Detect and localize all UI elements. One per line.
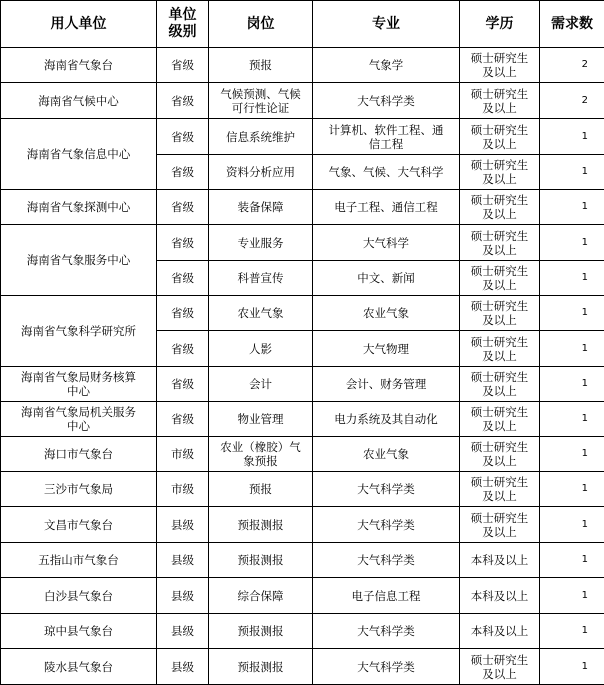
cell-education: 硕士研究生 及以上 [460, 83, 540, 119]
cell-count: 1 [540, 472, 604, 507]
table-row [1, 119, 604, 155]
cell-count: 1 [540, 155, 604, 190]
header-major: 专业 [313, 1, 460, 48]
cell-level: 省级 [157, 331, 209, 367]
cell-count: 1 [540, 225, 604, 261]
cell-unit: 五指山市气象台 [1, 543, 157, 578]
cell-position: 人影 [209, 331, 313, 367]
cell-major: 大气科学类 [313, 543, 460, 578]
cell-count: 1 [540, 119, 604, 155]
table-row [1, 402, 604, 437]
cell-major: 会计、财务管理 [313, 367, 460, 402]
cell-level: 省级 [157, 119, 209, 155]
cell-major: 计算机、软件工程、通 信工程 [313, 119, 460, 155]
cell-education: 硕士研究生 及以上 [460, 225, 540, 261]
cell-major: 农业气象 [313, 437, 460, 472]
cell-count: 1 [540, 543, 604, 578]
cell-count: 1 [540, 578, 604, 614]
cell-count: 1 [540, 614, 604, 649]
cell-education: 本科及以上 [460, 614, 540, 649]
cell-unit: 文昌市气象台 [1, 507, 157, 543]
cell-position: 专业服务 [209, 225, 313, 261]
cell-major: 大气科学类 [313, 614, 460, 649]
cell-major: 农业气象 [313, 296, 460, 331]
header-level [157, 1, 209, 48]
table-row [1, 578, 604, 614]
cell-unit: 三沙市气象局 [1, 472, 157, 507]
cell-education: 硕士研究生 及以上 [460, 261, 540, 296]
cell-unit: 海南省气象服务中心 [1, 225, 157, 296]
cell-education: 本科及以上 [460, 578, 540, 614]
cell-education: 硕士研究生 及以上 [460, 507, 540, 543]
table-row [1, 614, 604, 649]
cell-level: 省级 [157, 48, 209, 83]
cell-major: 大气科学 [313, 225, 460, 261]
cell-level: 省级 [157, 367, 209, 402]
cell-unit: 白沙县气象台 [1, 578, 157, 614]
header-education: 学历 [460, 1, 540, 48]
header-position: 岗位 [209, 1, 313, 48]
table-row [1, 83, 604, 119]
table-row [1, 225, 604, 261]
cell-level: 省级 [157, 83, 209, 119]
cell-position: 预报测报 [209, 507, 313, 543]
cell-major: 大气物理 [313, 331, 460, 367]
table-row [1, 296, 604, 331]
cell-unit: 海南省气象局机关服务 中心 [1, 402, 157, 437]
header-unit: 用人单位 [1, 1, 157, 48]
cell-level: 市级 [157, 437, 209, 472]
table-header-row [1, 1, 604, 48]
cell-level: 市级 [157, 472, 209, 507]
cell-count: 1 [540, 331, 604, 367]
cell-unit: 琼中县气象台 [1, 614, 157, 649]
cell-count: 1 [540, 190, 604, 225]
header-level-text: 单位 级别 [169, 7, 197, 40]
cell-level: 县级 [157, 649, 209, 685]
cell-major: 大气科学类 [313, 472, 460, 507]
cell-position: 农业气象 [209, 296, 313, 331]
cell-unit: 海南省气象探测中心 [1, 190, 157, 225]
cell-position: 会计 [209, 367, 313, 402]
table-body [1, 48, 604, 685]
cell-major: 电子工程、通信工程 [313, 190, 460, 225]
cell-level: 省级 [157, 155, 209, 190]
table-row [1, 190, 604, 225]
cell-unit: 海口市气象台 [1, 437, 157, 472]
table-row [1, 367, 604, 402]
cell-count: 2 [540, 48, 604, 83]
cell-level: 省级 [157, 225, 209, 261]
cell-level: 县级 [157, 543, 209, 578]
cell-position: 预报 [209, 48, 313, 83]
cell-level: 县级 [157, 578, 209, 614]
cell-education: 硕士研究生 及以上 [460, 472, 540, 507]
cell-unit: 海南省气象科学研究所 [1, 296, 157, 367]
cell-level: 省级 [157, 190, 209, 225]
cell-count: 1 [540, 507, 604, 543]
cell-major: 电子信息工程 [313, 578, 460, 614]
cell-position: 预报 [209, 472, 313, 507]
cell-education: 硕士研究生 及以上 [460, 649, 540, 685]
table-row [1, 507, 604, 543]
cell-position: 预报测报 [209, 614, 313, 649]
cell-count: 2 [540, 83, 604, 119]
cell-level: 省级 [157, 402, 209, 437]
cell-position: 气候预测、气候 可行性论证 [209, 83, 313, 119]
cell-unit: 海南省气候中心 [1, 83, 157, 119]
cell-education: 本科及以上 [460, 543, 540, 578]
cell-position: 物业管理 [209, 402, 313, 437]
cell-position: 资料分析应用 [209, 155, 313, 190]
table-row [1, 649, 604, 685]
cell-major: 气象、气候、大气科学 [313, 155, 460, 190]
table-row [1, 472, 604, 507]
header-count: 需求数 [540, 1, 604, 48]
table-row [1, 437, 604, 472]
table-row [1, 48, 604, 83]
cell-major: 大气科学类 [313, 507, 460, 543]
cell-level: 县级 [157, 507, 209, 543]
cell-count: 1 [540, 261, 604, 296]
cell-unit: 海南省气象局财务核算 中心 [1, 367, 157, 402]
cell-position: 预报测报 [209, 543, 313, 578]
cell-position: 综合保障 [209, 578, 313, 614]
cell-major: 中文、新闻 [313, 261, 460, 296]
cell-count: 1 [540, 296, 604, 331]
cell-education: 硕士研究生 及以上 [460, 402, 540, 437]
cell-unit: 海南省气象信息中心 [1, 119, 157, 190]
table-row [1, 543, 604, 578]
cell-position: 信息系统维护 [209, 119, 313, 155]
cell-position: 预报测报 [209, 649, 313, 685]
cell-major: 大气科学类 [313, 649, 460, 685]
cell-education: 硕士研究生 及以上 [460, 119, 540, 155]
cell-position: 科普宣传 [209, 261, 313, 296]
cell-position: 装备保障 [209, 190, 313, 225]
cell-count: 1 [540, 367, 604, 402]
cell-education: 硕士研究生 及以上 [460, 367, 540, 402]
cell-education: 硕士研究生 及以上 [460, 296, 540, 331]
cell-unit: 陵水县气象台 [1, 649, 157, 685]
cell-major: 电力系统及其自动化 [313, 402, 460, 437]
cell-level: 省级 [157, 296, 209, 331]
cell-education: 硕士研究生 及以上 [460, 48, 540, 83]
cell-level: 省级 [157, 261, 209, 296]
cell-count: 1 [540, 437, 604, 472]
cell-count: 1 [540, 402, 604, 437]
cell-major: 大气科学类 [313, 83, 460, 119]
cell-education: 硕士研究生 及以上 [460, 190, 540, 225]
cell-level: 县级 [157, 614, 209, 649]
cell-education: 硕士研究生 及以上 [460, 331, 540, 367]
cell-education: 硕士研究生 及以上 [460, 155, 540, 190]
cell-education: 硕士研究生 及以上 [460, 437, 540, 472]
cell-position: 农业（橡胶）气 象预报 [209, 437, 313, 472]
cell-unit: 海南省气象台 [1, 48, 157, 83]
cell-count: 1 [540, 649, 604, 685]
cell-major: 气象学 [313, 48, 460, 83]
